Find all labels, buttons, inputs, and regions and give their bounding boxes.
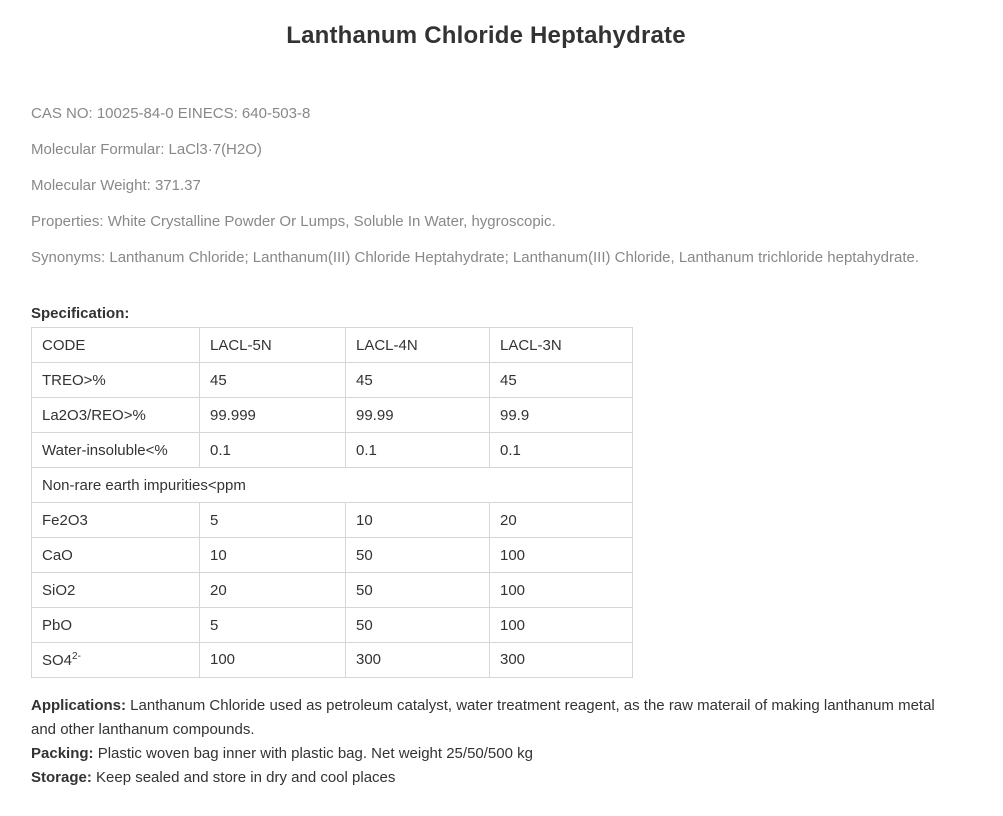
table-cell: PbO bbox=[32, 608, 200, 643]
packing bbox=[31, 742, 961, 766]
table-cell: 99.99 bbox=[346, 398, 490, 433]
packing-text: Plastic woven bag inner with plastic bag. Net weight 25/50/500 kg bbox=[93, 745, 533, 762]
table-cell: 5 bbox=[200, 503, 346, 538]
table-cell: LACL-5N bbox=[200, 328, 346, 363]
table-cell: Water-insoluble<% bbox=[32, 433, 200, 468]
table-row bbox=[32, 363, 633, 398]
table-cell: CaO bbox=[32, 538, 200, 573]
table-cell: CODE bbox=[32, 328, 200, 363]
so4-superscript: 2- bbox=[72, 651, 81, 662]
applications bbox=[31, 694, 961, 742]
table-cell: 300 bbox=[346, 643, 490, 678]
table-cell: LACL-4N bbox=[346, 328, 490, 363]
table-cell: 50 bbox=[346, 573, 490, 608]
table-cell: 20 bbox=[490, 503, 633, 538]
table-cell: 300 bbox=[490, 643, 633, 678]
table-row bbox=[32, 538, 633, 573]
specification-label: Specification: bbox=[31, 305, 130, 322]
applications-text: Lanthanum Chloride used as petroleum catalyst, water treatment reagent, as the raw materail of making lanthanum metal and other lanthanum compounds. bbox=[31, 697, 935, 738]
specification-table bbox=[31, 327, 633, 678]
table-row bbox=[32, 503, 633, 538]
impurities-label: Non-rare earth impurities<ppm bbox=[32, 468, 633, 503]
table-cell: 10 bbox=[200, 538, 346, 573]
table-cell: 45 bbox=[490, 363, 633, 398]
properties: Properties: White Crystalline Powder Or Lumps, Soluble In Water, hygroscopic. bbox=[31, 213, 556, 230]
table-cell: 100 bbox=[490, 538, 633, 573]
storage-label: Storage: bbox=[31, 769, 92, 786]
table-cell bbox=[32, 643, 200, 678]
table-header-row bbox=[32, 328, 633, 363]
synonyms: Synonyms: Lanthanum Chloride; Lanthanum(III) Chloride Heptahydrate; Lanthanum(III) Chloride, Lanthanum trichloride heptahydrate. bbox=[31, 249, 919, 266]
table-row bbox=[32, 643, 633, 678]
so4-base: SO4 bbox=[42, 652, 73, 669]
table-cell: SiO2 bbox=[32, 573, 200, 608]
table-cell: 0.1 bbox=[200, 433, 346, 468]
table-cell: 0.1 bbox=[490, 433, 633, 468]
table-cell: La2O3/REO>% bbox=[32, 398, 200, 433]
table-row bbox=[32, 608, 633, 643]
packing-label: Packing: bbox=[31, 745, 94, 762]
table-cell: 0.1 bbox=[346, 433, 490, 468]
storage-text: Keep sealed and store in dry and cool places bbox=[91, 769, 396, 786]
table-cell: LACL-3N bbox=[490, 328, 633, 363]
table-cell: 99.999 bbox=[200, 398, 346, 433]
table-cell: 20 bbox=[200, 573, 346, 608]
page-title: Lanthanum Chloride Heptahydrate bbox=[286, 22, 686, 49]
table-cell: 100 bbox=[200, 643, 346, 678]
table-cell: 100 bbox=[490, 608, 633, 643]
table-cell: 100 bbox=[490, 573, 633, 608]
table-cell: 50 bbox=[346, 608, 490, 643]
table-cell: 45 bbox=[346, 363, 490, 398]
table-cell: 5 bbox=[200, 608, 346, 643]
product-details bbox=[31, 694, 961, 790]
table-cell: 50 bbox=[346, 538, 490, 573]
molecular-formula: Molecular Formular: LaCl3·7(H2O) bbox=[31, 141, 262, 158]
table-cell: Fe2O3 bbox=[32, 503, 200, 538]
impurities-row bbox=[32, 468, 633, 503]
cas-number: CAS NO: 10025-84-0 EINECS: 640-503-8 bbox=[31, 105, 311, 122]
product-info bbox=[31, 103, 981, 283]
applications-label: Applications: bbox=[31, 697, 127, 714]
table-cell: TREO>% bbox=[32, 363, 200, 398]
table-row bbox=[32, 398, 633, 433]
molecular-weight: Molecular Weight: 371.37 bbox=[31, 177, 201, 194]
storage bbox=[31, 766, 961, 790]
table-cell: 45 bbox=[200, 363, 346, 398]
table-cell: 99.9 bbox=[490, 398, 633, 433]
table-row bbox=[32, 573, 633, 608]
table-row bbox=[32, 433, 633, 468]
table-cell: 10 bbox=[346, 503, 490, 538]
